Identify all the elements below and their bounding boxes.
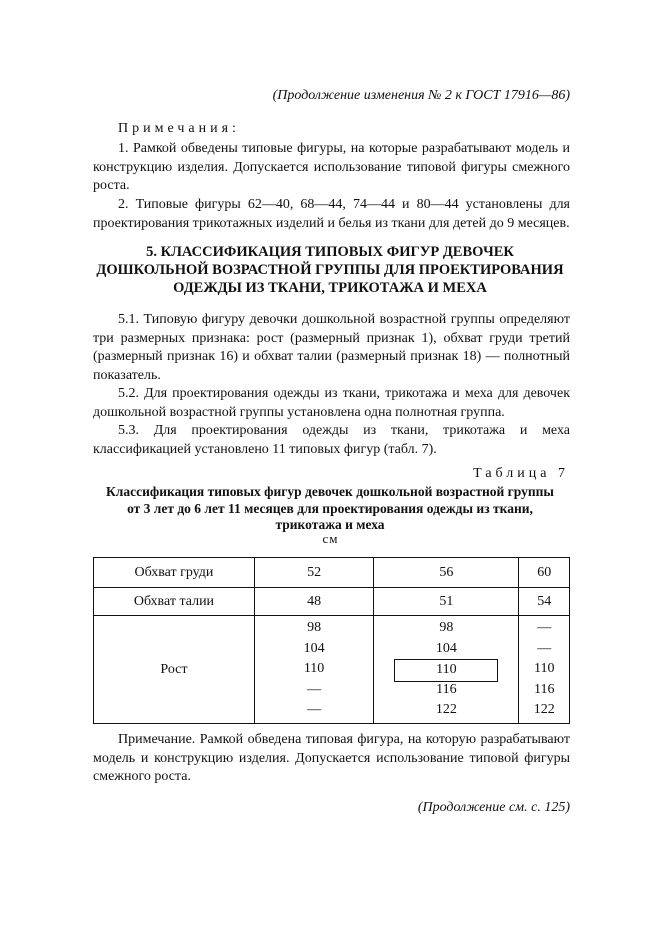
table-cell: 51 xyxy=(374,588,519,616)
section-title-line: ДОШКОЛЬНОЙ ВОЗРАСТНОЙ ГРУППЫ ДЛЯ ПРОЕКТИРОВАНИЯ xyxy=(96,262,564,278)
table-cell: 48 xyxy=(254,588,373,616)
height-value: — xyxy=(307,681,322,697)
boxed-typical-figure: 110 xyxy=(394,659,498,682)
table-label: Таблица 7 xyxy=(473,466,569,481)
height-value: 98 xyxy=(307,620,322,636)
height-value: — xyxy=(537,640,552,656)
height-value: 98 xyxy=(439,620,454,636)
footer-continuation: (Продолжение см. с. 125) xyxy=(417,800,570,815)
classification-table xyxy=(93,557,570,724)
table-row-chest xyxy=(94,558,570,588)
height-value: 116 xyxy=(534,681,555,697)
table-cell xyxy=(374,616,519,724)
row-label: Обхват груди xyxy=(94,558,255,588)
section-title-line: 5. КЛАССИФИКАЦИЯ ТИПОВЫХ ФИГУР ДЕВОЧЕК xyxy=(146,244,514,260)
table-cell: 52 xyxy=(254,558,373,588)
height-value: 116 xyxy=(436,681,457,697)
height-value: — xyxy=(537,620,552,636)
table-title-line: трикотажа и меха xyxy=(275,517,385,532)
height-value: 122 xyxy=(533,702,555,718)
height-value: 122 xyxy=(435,702,457,718)
height-value: 110 xyxy=(534,661,555,677)
table-title-line: Классификация типовых фигур девочек дошкольной возрастной группы xyxy=(106,484,554,499)
table-row-height xyxy=(94,616,570,724)
paragraph-5-3: 5.3. Для проектирования одежды из ткани, трикотажа и меха классификацией установлено 11 типовых фигур (табл. 7). xyxy=(93,423,570,457)
height-value: 104 xyxy=(435,640,457,656)
table-title-line: от 3 лет до 6 лет 11 месяцев для проектирования одежды из ткани, xyxy=(127,500,533,516)
height-value: — xyxy=(307,702,322,718)
table-row-waist xyxy=(94,588,570,616)
section-title-line: ОДЕЖДЫ ИЗ ТКАНИ, ТРИКОТАЖА И МЕХА xyxy=(173,280,487,296)
row-label: Рост xyxy=(94,616,255,724)
height-value: 110 xyxy=(303,661,325,677)
paragraph-5-1: 5.1. Типовую фигуру девочки дошкольной возрастной группы определяют три размерных признака: рост (размерный признак 1), обхват груди третий (размерный признак 16) и обхват талии (размерный признак 18) — полнотный показатель. xyxy=(93,312,570,383)
table-cell: 54 xyxy=(519,588,570,616)
table-title xyxy=(80,484,580,534)
row-label: Обхват талии xyxy=(94,588,255,616)
header-continuation: (Продолжение изменения № 2 к ГОСТ 17916—86) xyxy=(272,88,570,103)
table-cell: 56 xyxy=(374,558,519,588)
table-cell xyxy=(519,616,570,724)
note-2: 2. Типовые фигуры 62—40, 68—44, 74—44 и 80—44 установлены для проектирования трикотажных изделий и белья из ткани для детей до 9 месяцев. xyxy=(93,197,570,231)
table-note: Примечание. Рамкой обведена типовая фигура, на которую разрабатывают модель и конструкцию изделия. Допускается использование типовой фигуры смежного роста. xyxy=(93,732,570,784)
table-unit: см xyxy=(322,531,339,546)
note-1: 1. Рамкой обведены типовые фигуры, на которые разрабатывают модель и конструкцию изделия. Допускается использование типовой фигуры смежного роста. xyxy=(93,141,570,193)
height-value: 104 xyxy=(303,640,325,656)
table-cell: 60 xyxy=(519,558,570,588)
table-cell xyxy=(254,616,373,724)
notes-heading: Примечания: xyxy=(118,121,240,136)
section-title xyxy=(80,243,580,297)
paragraph-5-2: 5.2. Для проектирования одежды из ткани, трикотажа и меха для девочек дошкольной возрастной группы установлена одна полнотная группа. xyxy=(93,386,570,420)
